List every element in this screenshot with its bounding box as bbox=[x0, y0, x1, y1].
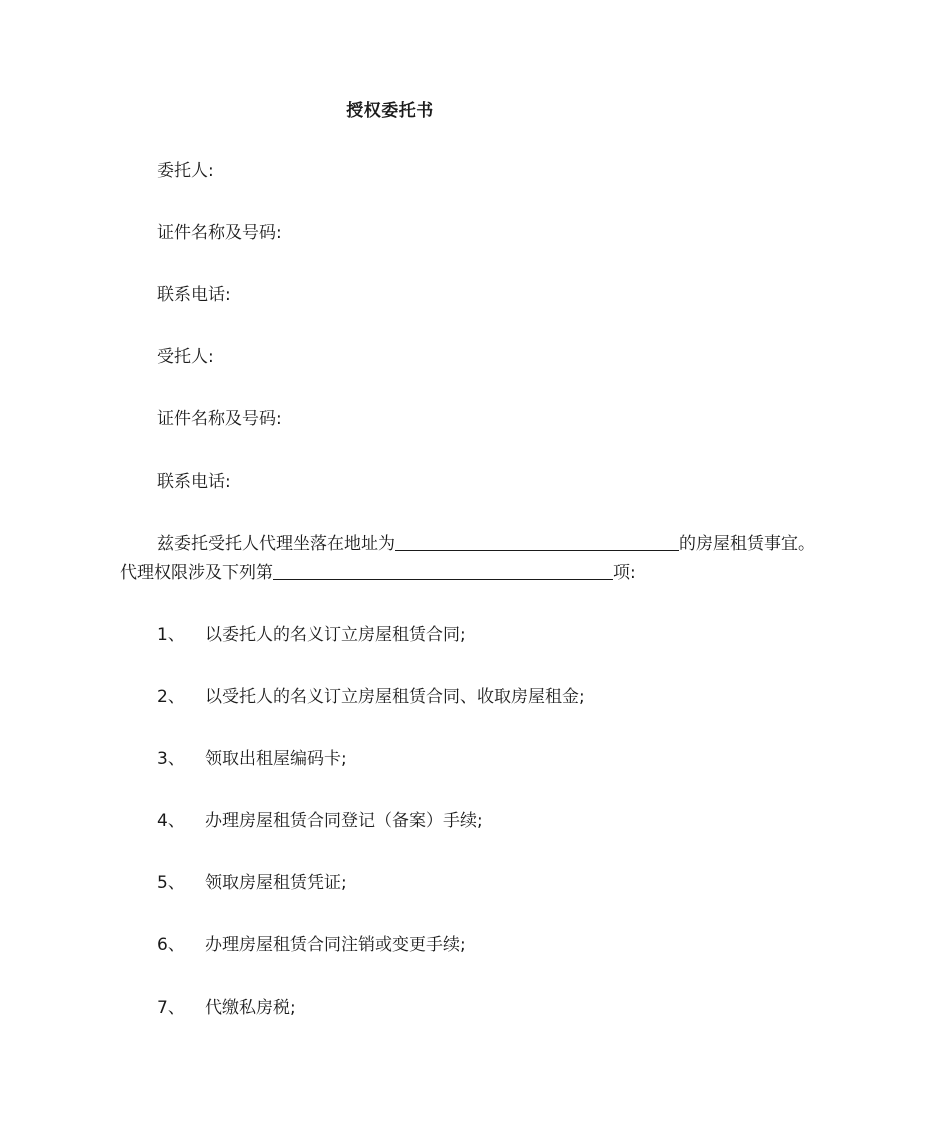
list-item-text: 领取出租屋编码卡; bbox=[205, 749, 347, 769]
field-principal: 委托人: bbox=[157, 161, 214, 181]
list-item bbox=[157, 685, 585, 709]
list-item-number: 1、 bbox=[157, 625, 185, 645]
list-item-number: 2、 bbox=[157, 687, 185, 707]
items-blank bbox=[273, 561, 613, 580]
list-item bbox=[157, 809, 483, 833]
paragraph-text: 的房屋租赁事宜。 bbox=[679, 534, 815, 554]
field-agent: 受托人: bbox=[157, 347, 214, 367]
list-item bbox=[157, 996, 296, 1020]
list-item-text: 代缴私房税; bbox=[205, 998, 296, 1018]
list-item-number: 7、 bbox=[157, 998, 185, 1018]
list-item bbox=[157, 623, 466, 647]
list-item-text: 领取房屋租赁凭证; bbox=[205, 873, 347, 893]
field-principal-phone: 联系电话: bbox=[157, 285, 231, 305]
list-item-number: 4、 bbox=[157, 811, 185, 831]
list-item-text: 办理房屋租赁合同注销或变更手续; bbox=[205, 935, 466, 955]
list-item-text: 以委托人的名义订立房屋租赁合同; bbox=[205, 625, 466, 645]
list-item-number: 6、 bbox=[157, 935, 185, 955]
field-principal-id: 证件名称及号码: bbox=[157, 223, 282, 243]
paragraph-line-1 bbox=[120, 530, 840, 559]
list-item bbox=[157, 871, 347, 895]
address-blank bbox=[395, 532, 679, 551]
list-item bbox=[157, 933, 466, 957]
field-agent-id: 证件名称及号码: bbox=[157, 409, 282, 429]
authorization-paragraph bbox=[120, 530, 840, 588]
list-item-number: 3、 bbox=[157, 749, 185, 769]
list-item-text: 以受托人的名义订立房屋租赁合同、收取房屋租金; bbox=[205, 687, 585, 707]
list-item-text: 办理房屋租赁合同登记（备案）手续; bbox=[205, 811, 483, 831]
list-item-number: 5、 bbox=[157, 873, 185, 893]
list-item bbox=[157, 747, 347, 771]
paragraph-line-2 bbox=[120, 559, 840, 588]
paragraph-text: 兹委托受托人代理坐落在地址为 bbox=[157, 534, 395, 554]
paragraph-text: 代理权限涉及下列第 bbox=[120, 563, 273, 583]
field-agent-phone: 联系电话: bbox=[157, 472, 231, 492]
paragraph-text: 项: bbox=[613, 563, 636, 583]
document-title: 授权委托书 bbox=[346, 101, 434, 121]
